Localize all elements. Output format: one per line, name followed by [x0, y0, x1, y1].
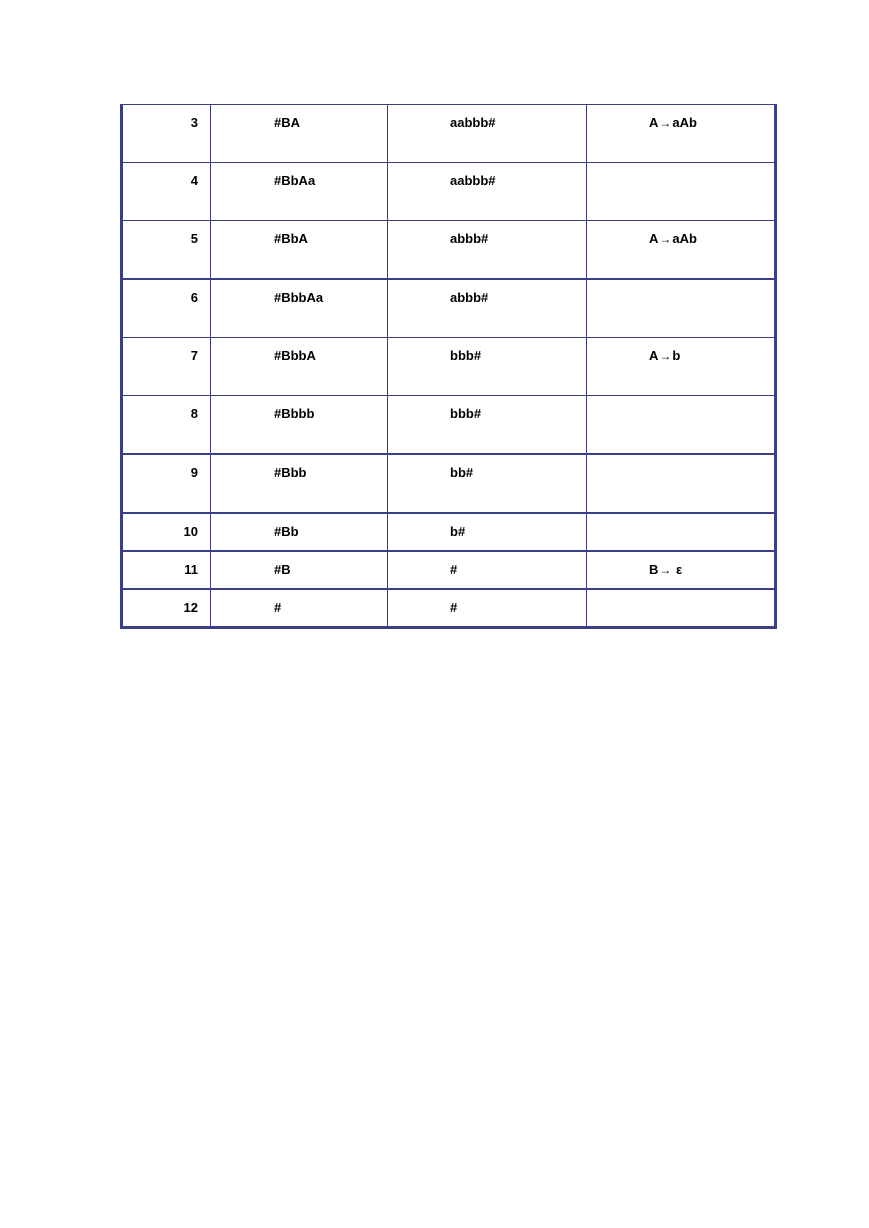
- input-cell: aabbb#: [388, 105, 587, 163]
- stack-cell: #BbA: [211, 221, 388, 280]
- stack-cell: #BbbAa: [211, 279, 388, 338]
- input-cell: bbb#: [388, 396, 587, 455]
- input-cell: #: [388, 551, 587, 589]
- input-cell: b#: [388, 513, 587, 551]
- input-cell: bbb#: [388, 338, 587, 396]
- rule-cell: [587, 454, 776, 513]
- step-cell: 12: [122, 589, 211, 628]
- rule-lhs: B: [649, 562, 659, 577]
- table-row: [122, 221, 776, 280]
- stack-cell: #BA: [211, 105, 388, 163]
- input-cell: abbb#: [388, 279, 587, 338]
- table-row: [122, 396, 776, 455]
- table-row: [122, 513, 776, 551]
- rule-rhs: aAb: [672, 231, 697, 246]
- arrow-icon: →: [659, 232, 672, 246]
- rule-lhs: A: [649, 231, 659, 246]
- rule-cell: [587, 221, 776, 280]
- stack-cell: #Bbb: [211, 454, 388, 513]
- stack-cell: #B: [211, 551, 388, 589]
- rule-cell: [587, 589, 776, 628]
- step-cell: 11: [122, 551, 211, 589]
- rule-lhs: A: [649, 115, 659, 130]
- rule-cell: [587, 163, 776, 221]
- table-row: [122, 589, 776, 628]
- stack-cell: #: [211, 589, 388, 628]
- input-cell: bb#: [388, 454, 587, 513]
- step-cell: 7: [122, 338, 211, 396]
- rule-rhs: aAb: [672, 115, 697, 130]
- step-cell: 4: [122, 163, 211, 221]
- stack-cell: #BbbA: [211, 338, 388, 396]
- arrow-icon: →: [659, 349, 672, 363]
- table-row: [122, 279, 776, 338]
- step-cell: 10: [122, 513, 211, 551]
- step-cell: 8: [122, 396, 211, 455]
- stack-cell: #Bbbb: [211, 396, 388, 455]
- table-row: [122, 105, 776, 163]
- table-row: [122, 454, 776, 513]
- rule-lhs: A: [649, 348, 659, 363]
- step-cell: 3: [122, 105, 211, 163]
- rule-cell: [587, 279, 776, 338]
- table-row: [122, 338, 776, 396]
- rule-cell: [587, 396, 776, 455]
- input-cell: abbb#: [388, 221, 587, 280]
- rule-rhs: ε: [676, 562, 683, 577]
- step-cell: 9: [122, 454, 211, 513]
- arrow-icon: →: [659, 563, 672, 577]
- rule-rhs: b: [672, 348, 681, 363]
- rule-cell: [587, 513, 776, 551]
- table-row: [122, 163, 776, 221]
- step-cell: 6: [122, 279, 211, 338]
- rule-cell: [587, 551, 776, 589]
- stack-cell: #BbAa: [211, 163, 388, 221]
- stack-cell: #Bb: [211, 513, 388, 551]
- step-cell: 5: [122, 221, 211, 280]
- input-cell: aabbb#: [388, 163, 587, 221]
- parse-steps-table: [120, 104, 777, 629]
- rule-cell: [587, 338, 776, 396]
- table-row: [122, 551, 776, 589]
- input-cell: #: [388, 589, 587, 628]
- arrow-icon: →: [659, 116, 672, 130]
- rule-cell: [587, 105, 776, 163]
